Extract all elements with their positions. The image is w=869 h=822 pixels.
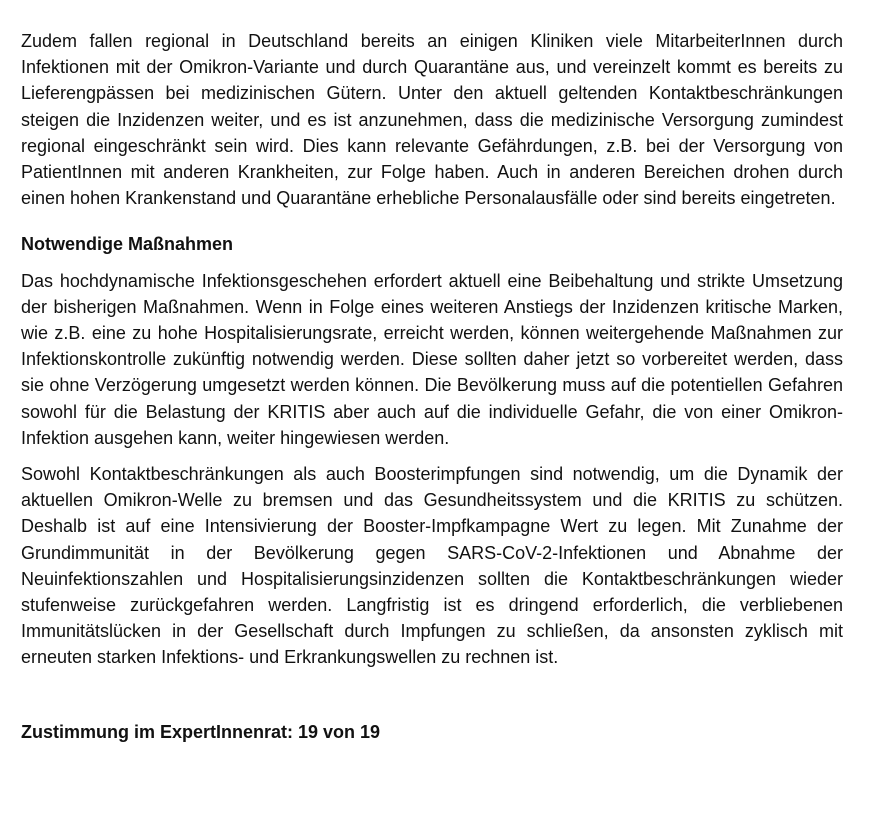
paragraph-staff-shortages: Zudem fallen regional in Deutschland bereits an einigen Kliniken viele MitarbeiterInnen durch Infektionen mit der Omikron-Variante und durch Quarantäne aus, und vereinzelt kommt es bereits zu Lieferengpässen bei medizinischen Gütern. Unter den aktuell geltenden Kontaktbeschränkungen steigen die Inzidenzen weiter, und es ist anzunehmen, dass die medizinische Versorgung zumindest regional eingeschränkt sein wird. Dies kann relevante Gefährdungen, z.B. bei der Versorgung von PatientInnen mit anderen Krankheiten, zur Folge haben. Auch in anderen Bereichen drohen durch einen hohen Krankenstand und Quarantäne erhebliche Personalausfälle oder sind bereits eingetreten. <box>21 31 843 209</box>
section-heading-measures: Notwendige Maßnahmen <box>21 234 234 255</box>
paragraph-measures: Das hochdynamische Infektionsgeschehen erfordert aktuell eine Beibehaltung und strikte Umsetzung der bisherigen Maßnahmen. Wenn in Folge eines weiteren Anstiegs der Inzidenzen kritische Marken, wie z.B. eine zu hohe Hospitalisierungsrate, erreicht werden, können weitergehende Maßnahmen zur Infektionskontrolle zukünftig notwendig werden. Diese sollten daher jetzt so vorbereitet werden, dass sie ohne Verzögerung umgesetzt werden können. Die Bevölkerung muss auf die potentiellen Gefahren sowohl für die Belastung der KRITIS aber auch auf die individuelle Gefahr, die von einer Omikron-Infektion ausgehen kann, weiter hingewiesen werden. <box>21 270 843 448</box>
expert-council-approval: Zustimmung im ExpertInnenrat: 19 von 19 <box>21 721 381 742</box>
document-page <box>21 28 843 745</box>
paragraph-booster: Sowohl Kontaktbeschränkungen als auch Boosterimpfungen sind notwendig, um die Dynamik der aktuellen Omikron-Welle zu bremsen und das Gesundheitssystem und die KRITIS zu schützen. Deshalb ist auf eine Intensivierung der Booster-Impfkampagne Wert zu legen. Mit Zunahme der Grundimmunität in der Bevölkerung gegen SARS-CoV-2-Infektionen und Abnahme der Neuinfektionszahlen und Hospitalisierungsinzidenzen sollten die Kontaktbeschränkungen wieder stufenweise zurückgefahren werden. Langfristig ist es dringend erforderlich, die verbliebenen Immunitätslücken in der Gesellschaft durch Impfungen zu schließen, da ansonsten zyklisch mit erneuten starken Infektions- und Erkrankungswellen zu rechnen ist. <box>21 464 843 668</box>
